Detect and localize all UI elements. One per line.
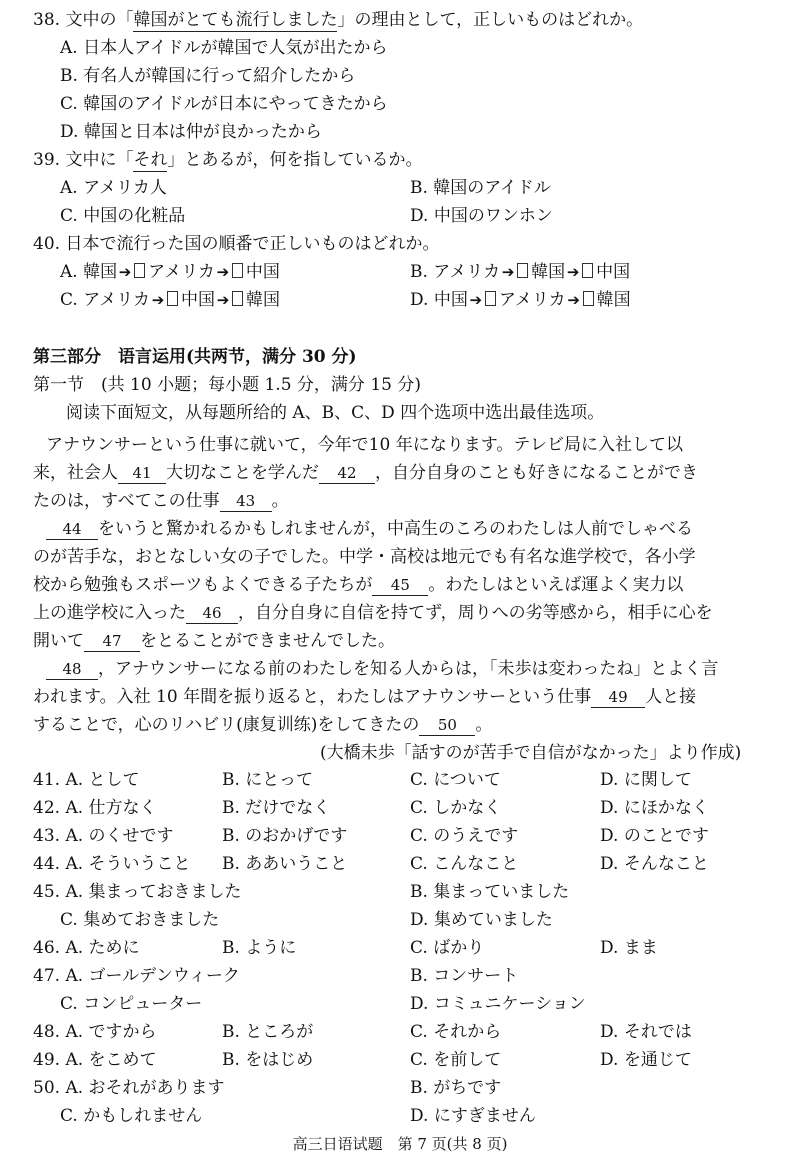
arrow-right-icon: ➔ bbox=[118, 263, 132, 281]
q48-option-c: C. それから bbox=[410, 1022, 502, 1042]
q42-option-b: B. だけでなく bbox=[222, 798, 331, 818]
q49-option-a: 49. A. をこめて bbox=[33, 1050, 157, 1070]
q47-option-a: 47. A. ゴールデンウィーク bbox=[33, 966, 240, 986]
arrow-right-icon: ➔ bbox=[216, 263, 230, 281]
q42-option-d: D. にほかなく bbox=[600, 798, 709, 818]
q41-option-c: C. について bbox=[410, 770, 501, 790]
q44-option-d: D. そんなこと bbox=[600, 854, 709, 874]
q49-option-b: B. をはじめ bbox=[222, 1050, 314, 1070]
q42-option-c: C. しかなく bbox=[410, 798, 502, 818]
page-footer: 高三日语试题 第 7 页(共 8 页) bbox=[292, 1135, 508, 1153]
arrow-right-icon: ➔ bbox=[567, 291, 580, 309]
q44-option-b: B. ああいうこと bbox=[222, 854, 348, 874]
q47-option-b: B. コンサート bbox=[410, 966, 519, 986]
q47-option-d: D. コミュニケーション bbox=[410, 994, 586, 1014]
q45-option-a: 45. A. 集まっておきました bbox=[33, 882, 242, 902]
q46-option-d: D. まま bbox=[600, 938, 658, 958]
q45-option-c: C. 集めておきました bbox=[60, 910, 220, 930]
q42-option-a: 42. A. 仕方なく bbox=[33, 798, 157, 818]
q50-option-d: D. にすぎません bbox=[410, 1106, 536, 1126]
q43-option-a: 43. A. のくせです bbox=[33, 826, 174, 846]
passage-line: することで，心のリハビリ(康复训练)をしてきたの 50 。 bbox=[33, 715, 493, 735]
passage-line: 校から勉強もスポーツもよくできる子たちが 45 。わたしはといえば運よく実力以 bbox=[33, 575, 684, 595]
q41-option-b: B. にとって bbox=[222, 770, 313, 790]
q40-option-d: D. 中国 ➔ アメリカ ➔ 韓国 bbox=[410, 290, 631, 310]
section-instruction: 阅读下面短文，从每题所给的 A、B、C、D 四个选项中选出最佳选项。 bbox=[66, 403, 605, 423]
passage-line: たのは，すべてこの仕事 43 。 bbox=[33, 491, 289, 511]
box-icon bbox=[485, 291, 496, 306]
passage-line: 44 をいうと驚かれるかもしれませんが，中高生のころのわたしは人前でしゃべる bbox=[46, 517, 693, 541]
q48-option-a: 48. A. ですから bbox=[33, 1022, 157, 1042]
arrow-right-icon: ➔ bbox=[566, 263, 580, 281]
q40-stem: 40. 日本で流行った国の順番で正しいものはどれか。 bbox=[33, 234, 440, 254]
blank-42: 42 bbox=[319, 463, 375, 484]
q44-option-c: C. こんなこと bbox=[410, 854, 519, 874]
q43-option-d: D. のことです bbox=[600, 826, 709, 846]
q48-option-d: D. それでは bbox=[600, 1022, 692, 1042]
arrow-right-icon: ➔ bbox=[216, 291, 230, 309]
q38-underlined-phrase: 韓国がとても流行しました bbox=[133, 10, 338, 30]
section-title: 第三部分 语言运用(共两节，满分 30 分) bbox=[33, 347, 357, 367]
q45-option-b: B. 集まっていました bbox=[410, 882, 570, 902]
q47-option-c: C. コンピューター bbox=[60, 994, 203, 1014]
q40-option-b: B. アメリカ ➔ 韓国 ➔ 中国 bbox=[410, 262, 631, 282]
box-icon bbox=[134, 263, 145, 278]
arrow-right-icon: ➔ bbox=[469, 291, 483, 309]
q38-option-c: C. 韓国のアイドルが日本にやってきたから bbox=[60, 94, 388, 114]
passage-line: 来，社会人 41 大切なことを学んだ 42 ，自分自身のことも好きになることができ bbox=[33, 463, 698, 483]
passage-line: 上の進学校に入った 46 ，自分自身に自信を持てず，周りへの劣等感から，相手に心を bbox=[33, 603, 713, 623]
q38-option-d: D. 韓国と日本は仲が良かったから bbox=[60, 122, 322, 142]
box-icon bbox=[583, 291, 594, 306]
passage-line: われます。入社 10 年間を振り返ると，わたしはアナウンサーという仕事 49 人と接 bbox=[33, 687, 697, 707]
blank-46: 46 bbox=[186, 603, 238, 624]
passage-line: 48 ，アナウンサーになる前のわたしを知る人からは，「未歩は変わったね」とよく言 bbox=[46, 657, 718, 681]
passage-line: アナウンサーという仕事に就いて，今年で10 年になります。テレビ局に入社して以 bbox=[46, 435, 683, 455]
q39-underlined-word: それ bbox=[133, 150, 168, 170]
q39-stem: 39. 文中に「それ」とあるが，何を指しているか。 bbox=[33, 150, 423, 170]
q50-option-c: C. かもしれません bbox=[60, 1106, 203, 1126]
q50-option-a: 50. A. おそれがあります bbox=[33, 1078, 225, 1098]
blank-48: 48 bbox=[46, 659, 98, 680]
q46-option-c: C. ばかり bbox=[410, 938, 485, 958]
q46-option-b: B. ように bbox=[222, 938, 297, 958]
section-subtitle: 第一节 (共 10 小题；每小题 1.5 分，满分 15 分) bbox=[33, 375, 421, 395]
q46-option-a: 46. A. ために bbox=[33, 938, 140, 958]
box-icon bbox=[232, 263, 243, 278]
q41-option-d: D. に関して bbox=[600, 770, 692, 790]
q44-option-a: 44. A. そういうこと bbox=[33, 854, 191, 874]
arrow-right-icon: ➔ bbox=[151, 291, 165, 309]
q39-option-a: A. アメリカ人 bbox=[60, 178, 167, 198]
q49-option-c: C. を前して bbox=[410, 1050, 502, 1070]
q40-option-a: A. 韓国 ➔ アメリカ ➔ 中国 bbox=[60, 262, 280, 282]
q40-option-c: C. アメリカ ➔ 中国 ➔ 韓国 bbox=[60, 290, 281, 310]
q49-option-d: D. を通じて bbox=[600, 1050, 692, 1070]
q39-option-b: B. 韓国のアイドル bbox=[410, 178, 551, 198]
passage-source: (大橋未歩「話すのが苦手で自信がなかった」より作成) bbox=[320, 743, 742, 763]
blank-44: 44 bbox=[46, 519, 98, 540]
box-icon bbox=[517, 263, 528, 278]
q43-option-c: C. のうえです bbox=[410, 826, 519, 846]
blank-49: 49 bbox=[591, 687, 645, 708]
q48-option-b: B. ところが bbox=[222, 1022, 314, 1042]
passage-line: のが苦手な，おとなしい女の子でした。中学・高校は地元でも有名な進学校で，各小学 bbox=[33, 547, 696, 567]
blank-43: 43 bbox=[220, 491, 272, 512]
q41-option-a: 41. A. として bbox=[33, 770, 140, 790]
blank-41: 41 bbox=[118, 463, 166, 484]
q38-option-a: A. 日本人アイドルが韓国で人気が出たから bbox=[60, 38, 388, 58]
blank-50: 50 bbox=[419, 715, 475, 736]
q50-option-b: B. がちです bbox=[410, 1078, 502, 1098]
q39-option-c: C. 中国の化粧品 bbox=[60, 206, 186, 226]
q45-option-d: D. 集めていました bbox=[410, 910, 553, 930]
passage-line: 開いて 47 をとることができませんでした。 bbox=[33, 631, 395, 651]
q43-option-b: B. のおかげです bbox=[222, 826, 348, 846]
blank-47: 47 bbox=[84, 631, 140, 652]
box-icon bbox=[582, 263, 593, 278]
box-icon bbox=[232, 291, 243, 306]
blank-45: 45 bbox=[372, 575, 428, 596]
q38-stem: 38. 文中の「韓国がとても流行しました」の理由として，正しいものはどれか。 bbox=[33, 10, 644, 30]
q39-option-d: D. 中国のワンホン bbox=[410, 206, 553, 226]
box-icon bbox=[167, 291, 178, 306]
arrow-right-icon: ➔ bbox=[501, 263, 515, 281]
q38-option-b: B. 有名人が韓国に行って紹介したから bbox=[60, 66, 356, 86]
